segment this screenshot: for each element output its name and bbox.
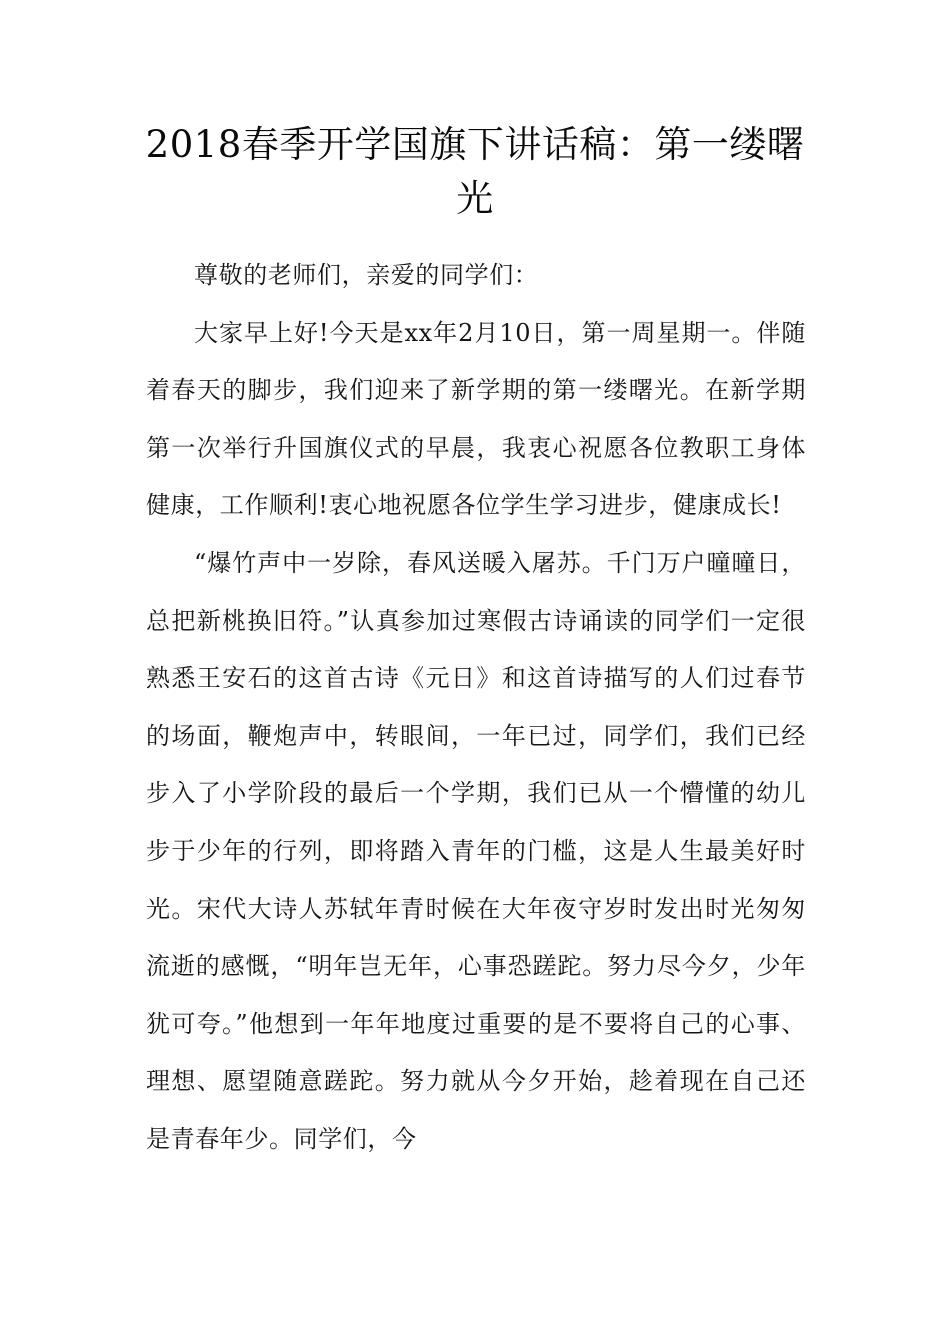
paragraph-opening: 大家早上好!今天是xx年2月10日，第一周星期一。伴随着春天的脚步，我们迎来了新学期的第一缕曙光。在新学期第一次举行升国旗仪式的早晨，我衷心祝愿各位教职工身体健康，工作顺利!衷心地祝愿各位学生学习进步，健康成长! — [146, 318, 806, 520]
paragraph-greeting: 尊敬的老师们，亲爱的同学们： — [194, 261, 539, 289]
paragraph-poem: “爆竹声中一岁除，春风送暖入屠苏。千门万户曈曈日，总把新桃换旧符。”认真参加过寒假古诗诵读的同学们一定很熟悉王安石的这首古诗《元日》和这首诗描写的人们过春节的场面，鞭炮声中，转眼间，一年已过，同学们，我们已经步入了小学阶段的最后一个学期，我们已从一个懵懂的幼儿步于少年的行列，即将踏入青年的门槛，这是人生最美好时光。宋代大诗人苏轼年青时候在大年夜守岁时发出时光匆匆流逝的感慨，“明年岂无年，心事恐蹉跎。努力尽今夕，少年犹可夸。”他想到一年年地度过重要的是不要将自己的心事、理想、愿望随意蹉跎。努力就从今夕开始，趁着现在自己还是青春年少。同学们，今 — [146, 548, 806, 1153]
document-body — [146, 247, 806, 1169]
document-title: 2018春季开学国旗下讲话稿：第一缕曙光 — [145, 123, 805, 220]
